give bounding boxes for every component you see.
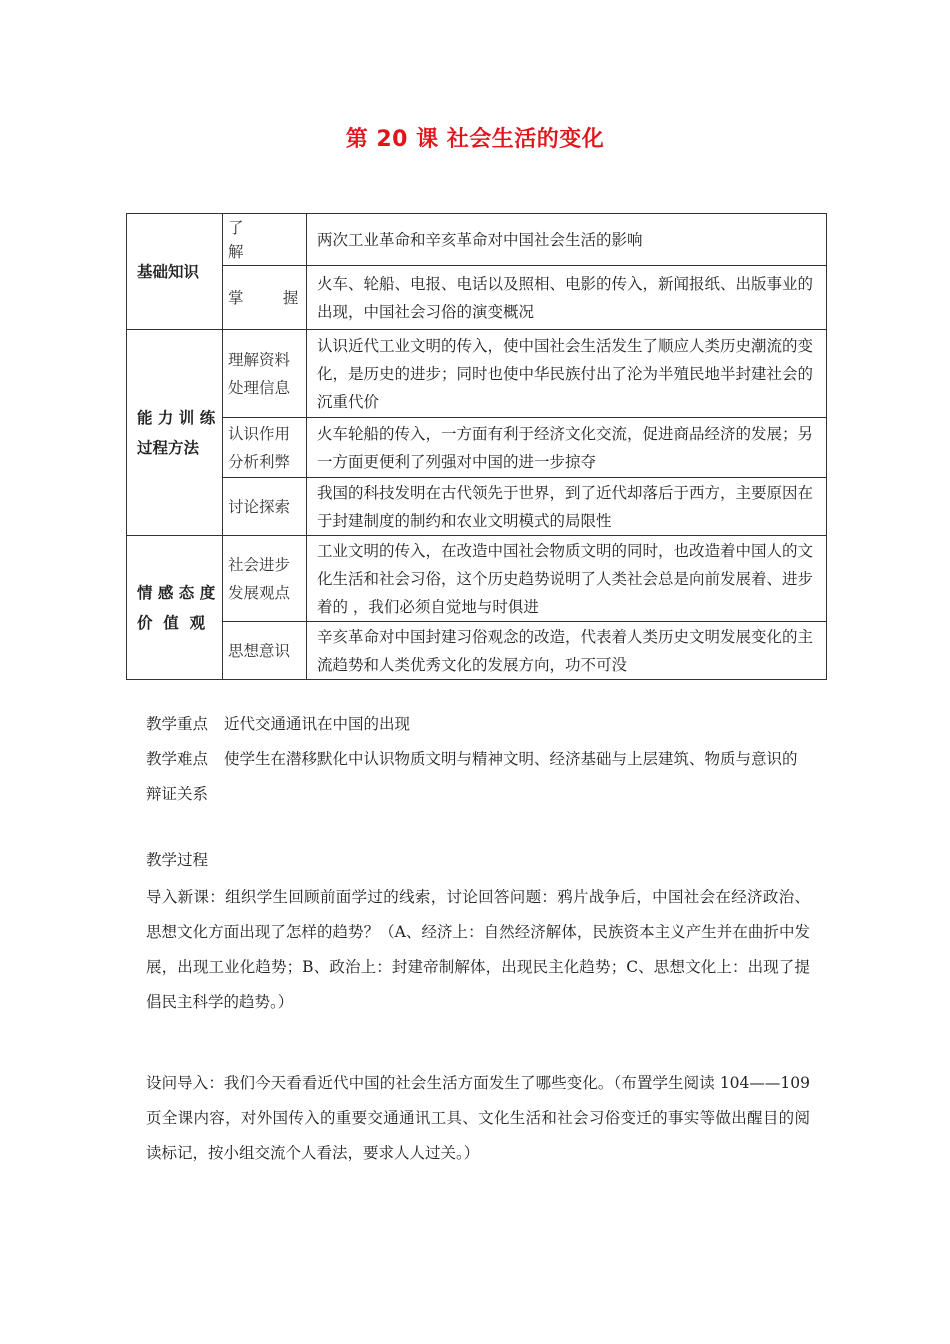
- table-row: [127, 418, 827, 478]
- desc-cell: 两次工业革命和辛亥革命对中国社会生活的影响: [307, 214, 827, 266]
- table-row: [127, 266, 827, 330]
- desc-cell: 认识近代工业文明的传入，使中国社会生活发生了顺应人类历史潮流的变化，是历史的进步；同时也使中华民族付出了沦为半殖民地半封建社会的沉重代价: [307, 330, 827, 418]
- category-basic-knowledge: 基础知识: [127, 214, 223, 330]
- teaching-focus: [146, 707, 810, 742]
- category-ability-training: 能 力 训 练 过程方法: [127, 330, 223, 536]
- table-row: [127, 478, 827, 536]
- focus-text: 近代交通通讯在中国的出现: [224, 715, 411, 733]
- page-title: 第 20 课 社会生活的变化: [345, 127, 605, 152]
- question-paragraph: 设问导入：我们今天看看近代中国的社会生活方面发生了哪些变化。（布置学生阅读 104——109 页全课内容，对外国传入的重要交通通讯工具、文化生活和社会习俗变迁的事实等做出醒目的阅读标记，按小组交流个人看法，要求人人过关。）: [146, 1074, 810, 1162]
- category-emotion-values: 情 感 态 度 价 值 观: [127, 536, 223, 680]
- difficulty-label: 教学难点: [146, 750, 209, 768]
- sub-ideology: 思想意识: [223, 622, 307, 680]
- intro-paragraph: 导入新课：组织学生回顾前面学过的线索，讨论回答问题：鸦片战争后，中国社会在经济政治、思想文化方面出现了怎样的趋势？（A、经济上：自然经济解体，民族资本主义产生并在曲折中发展，出现工业化趋势；B、政治上：封建帝制解体，出现民主化趋势；C、思想文化上：出现了提倡民主科学的趋势。）: [146, 888, 810, 1011]
- sub-master: 掌 握: [223, 266, 307, 330]
- desc-cell: 火车轮船的传入，一方面有利于经济文化交流，促进商品经济的发展；另一方面更便利了列强对中国的进一步掠夺: [307, 418, 827, 478]
- sub-analyze: 认识作用 分析利弊: [223, 418, 307, 478]
- table-row: [127, 214, 827, 266]
- objectives-table: [126, 213, 827, 680]
- sub-discussion: 讨论探索: [223, 478, 307, 536]
- table-row: [127, 622, 827, 680]
- difficulty-text: 使学生在潜移默化中认识物质文明与精神文明、经济基础与上层建筑、物质与意识的辩证关系: [146, 750, 798, 803]
- table-row: [127, 330, 827, 418]
- desc-cell: 我国的科技发明在古代领先于世界，到了近代却落后于西方，主要原因在于封建制度的制约和农业文明模式的局限性: [307, 478, 827, 536]
- sub-understand: 了 解: [223, 214, 307, 266]
- sub-progress: 社会进步 发展观点: [223, 536, 307, 622]
- desc-cell: 工业文明的传入，在改造中国社会物质文明的同时，也改造着中国人的文化生活和社会习俗，这个历史趋势说明了人类社会总是向前发展着、进步着的 ，我们必须自觉地与时俱进: [307, 536, 827, 622]
- process-heading: 教学过程: [146, 851, 209, 869]
- sub-understand-data: 理解资料 处理信息: [223, 330, 307, 418]
- teaching-difficulty: [146, 742, 810, 812]
- desc-cell: 辛亥革命对中国封建习俗观念的改造，代表着人类历史文明发展变化的主流趋势和人类优秀文化的发展方向，功不可没: [307, 622, 827, 680]
- table-row: [127, 536, 827, 622]
- focus-label: 教学重点: [146, 715, 209, 733]
- desc-cell: 火车、轮船、电报、电话以及照相、电影的传入，新闻报纸、出版事业的出现，中国社会习俗的演变概况: [307, 266, 827, 330]
